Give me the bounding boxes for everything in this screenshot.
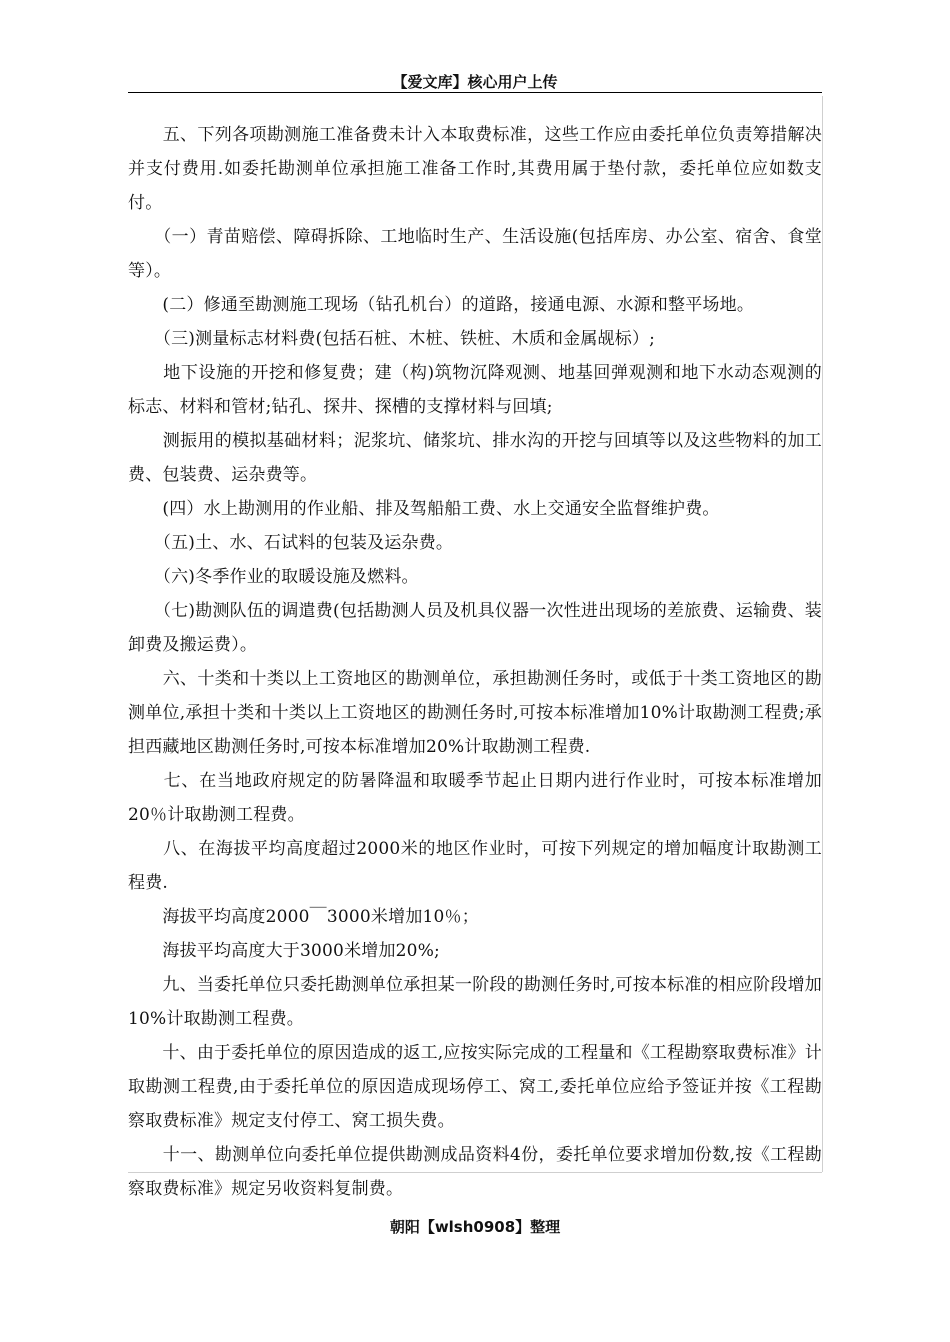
document-body xyxy=(128,118,822,1206)
paragraph-8-a: 海拔平均高度2000￣3000米增加10％； xyxy=(128,907,479,927)
paragraph-11: 十一、勘测单位向委托单位提供勘测成品资料4份，委托单位要求增加份数,按《工程勘察取费标准》规定另收资料复制费。 xyxy=(128,1145,822,1199)
paragraph-9: 九、当委托单位只委托勘测单位承担某一阶段的勘测任务时,可按本标准的相应阶段增加10%计取勘测工程费。 xyxy=(128,975,822,1029)
paragraph-5-3-b: 测振用的模拟基础材料；泥浆坑、储浆坑、排水沟的开挖与回填等以及这些物料的加工费、包装费、运杂费等。 xyxy=(128,431,822,485)
paragraph-5-2: (二）修通至勘测施工现场（钻孔机台）的道路，接通电源、水源和整平场地。 xyxy=(128,295,755,315)
page-header: 【爱文库】核心用户上传 xyxy=(392,73,558,91)
paragraph-7: 七、在当地政府规定的防暑降温和取暖季节起止日期内进行作业时，可按本标准增加20％计取勘测工程费。 xyxy=(128,771,822,825)
paragraph-6: 六、十类和十类以上工资地区的勘测单位，承担勘测任务时，或低于十类工资地区的勘测单位,承担十类和十类以上工资地区的勘测任务时,可按本标准增加10%计取勘测工程费;承担西藏地区勘测任务时,可按本标准增加20%计取勘测工程费. xyxy=(128,669,822,757)
paragraph-5: 五、下列各项勘测施工准备费未计入本取费标准，这些工作应由委托单位负责筹措解决并支付费用.如委托勘测单位承担施工准备工作时,其费用属于垫付款，委托单位应如数支付。 xyxy=(128,125,822,213)
paragraph-8-b: 海拔平均高度大于3000米增加20%; xyxy=(128,941,440,961)
paragraph-8: 八、在海拔平均高度超过2000米的地区作业时，可按下列规定的增加幅度计取勘测工程费. xyxy=(128,839,822,893)
paragraph-5-4: (四）水上勘测用的作业船、排及驾船船工费、水上交通安全监督维护费。 xyxy=(128,499,720,519)
header-rule xyxy=(128,92,822,93)
paragraph-5-1: （一）青苗赔偿、障碍拆除、工地临时生产、生活设施(包括库房、办公室、宿舍、食堂等）。 xyxy=(128,227,822,281)
paragraph-5-5: （五)土、水、石试料的包装及运杂费。 xyxy=(128,533,454,553)
page-footer: 朝阳【wlsh0908】整理 xyxy=(389,1218,561,1236)
content-frame-right-border xyxy=(822,96,823,1172)
paragraph-5-6: （六)冬季作业的取暖设施及燃料。 xyxy=(128,567,419,587)
paragraph-5-3: （三)测量标志材料费(包括石桩、木桩、铁桩、木质和金属觇标）; xyxy=(128,329,656,349)
paragraph-5-7: （七)勘测队伍的调遣费(包括勘测人员及机具仪器一次性进出现场的差旅费、运输费、装卸费及搬运费）。 xyxy=(128,601,822,655)
paragraph-10: 十、由于委托单位的原因造成的返工,应按实际完成的工程量和《工程勘察取费标准》计取勘测工程费,由于委托单位的原因造成现场停工、窝工,委托单位应给予签证并按《工程勘察取费标准》规定支付停工、窝工损失费。 xyxy=(128,1043,822,1131)
paragraph-5-3-a: 地下设施的开挖和修复费；建（构)筑物沉降观测、地基回弹观测和地下水动态观测的标志、材料和管材;钻孔、探井、探槽的支撑材料与回填; xyxy=(128,363,822,417)
